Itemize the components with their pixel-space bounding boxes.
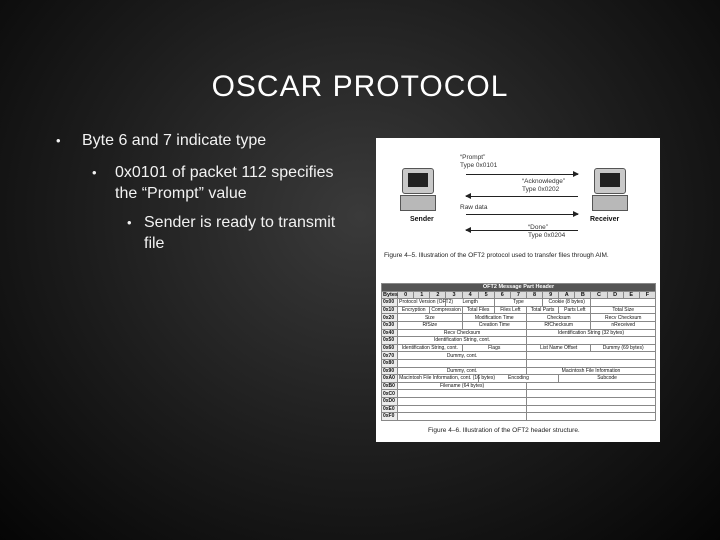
table-header-cell: 2 (430, 291, 446, 299)
table-cell: Total Files (462, 306, 494, 314)
table-title: OFT2 Message Part Header (382, 284, 656, 292)
table-cell (591, 299, 656, 307)
table-cell: List Name Offset (526, 344, 590, 352)
ack-note: “Acknowledge” Type 0x0202 (522, 178, 565, 193)
table-offset-cell: 0x70 (382, 352, 398, 360)
table-cell: RfSize (398, 321, 462, 329)
table-offset-cell: 0x30 (382, 321, 398, 329)
table-cell: Cookie (8 bytes) (543, 299, 591, 307)
table-cell: Type (494, 299, 542, 307)
table-cell: Dummy, cont. (398, 352, 527, 360)
table-header-cell: Bytes (383, 291, 398, 298)
table-cell: Recv Checksum (591, 314, 656, 322)
receiver-label: Receiver (590, 216, 620, 223)
table-row (382, 359, 656, 367)
table-header-cell: 4 (462, 291, 478, 299)
table-row (382, 314, 656, 322)
table-cell: nReceived (591, 321, 656, 329)
table-offset-cell: 0xB0 (382, 382, 398, 390)
table-offset-cell: 0x60 (382, 344, 398, 352)
table-row (382, 405, 656, 413)
table-header-cell: 9 (543, 291, 559, 299)
table-cell: Identification String, cont. (398, 337, 527, 345)
figure-caption-2: Figure 4–6. Illustration of the OFT2 header structure. (428, 427, 580, 434)
table-header-cell: 3 (446, 291, 462, 299)
table-cell: Protocol Version (OFT2) (399, 299, 454, 306)
table-offset-cell: 0x50 (382, 337, 398, 345)
table-cell (526, 382, 655, 390)
table-cell: Length (446, 299, 494, 307)
table-offset-cell: 0xC0 (382, 390, 398, 398)
table-cell (526, 337, 655, 345)
bullet-marker: • (127, 215, 132, 230)
table-offset-cell: 0xE0 (382, 405, 398, 413)
bullet-text: 0x0101 of packet 112 specifies the “Prompt” value (115, 164, 334, 202)
bullet-level-1 (56, 130, 267, 151)
table-header-cell: 7 (510, 291, 526, 299)
table-cell: Compression (431, 307, 461, 314)
table-offset-cell: 0x80 (382, 359, 398, 367)
table-cell: Creation Time (462, 321, 526, 329)
table-row (382, 352, 656, 360)
table-cell: Files Left (494, 306, 526, 314)
table-header-cell: D (607, 291, 623, 299)
table-row (382, 397, 656, 405)
table-offset-cell: 0xF0 (382, 413, 398, 421)
table-header-cell: 0 (398, 291, 414, 299)
raw-data-note: Raw data (460, 204, 488, 211)
table-cell (526, 390, 655, 398)
table-cell: Subcode (559, 375, 656, 383)
table-header-cell: 6 (494, 291, 510, 299)
table-cell (526, 352, 655, 360)
table-row (382, 382, 656, 390)
table-header-row (382, 291, 656, 299)
table-cell: Flags (462, 344, 526, 352)
table-row (382, 413, 656, 421)
table-header-cell: 1 (414, 291, 430, 299)
table-cell: Modification Time (462, 314, 526, 322)
table-cell (526, 405, 655, 413)
table-row (382, 306, 656, 314)
table-header-cell: 8 (526, 291, 542, 299)
table-row (382, 299, 656, 307)
table-cell (398, 405, 527, 413)
table-header-cell: E (623, 291, 639, 299)
table-cell: Identification String, cont. (398, 344, 462, 352)
table-offset-cell: 0x20 (382, 314, 398, 322)
table-cell: Dummy, cont. (398, 367, 527, 375)
oft2-header-table (381, 283, 656, 421)
bullet-marker: • (56, 133, 61, 148)
table-cell: RfChecksum (526, 321, 590, 329)
table-offset-cell: 0x00 (382, 299, 398, 307)
table-offset-cell: 0x10 (382, 306, 398, 314)
table-cell: Identification String (32 bytes) (526, 329, 655, 337)
table-cell (398, 359, 527, 367)
table-row (382, 375, 656, 383)
table-cell: Total Size (591, 306, 656, 314)
table-header-cell: B (575, 291, 591, 299)
table-row (382, 321, 656, 329)
prompt-note: “Prompt” Type 0x0101 (460, 154, 498, 169)
table-row (382, 390, 656, 398)
table-row (382, 337, 656, 345)
table-offset-cell: 0x40 (382, 329, 398, 337)
table-cell (526, 359, 655, 367)
prompt-arrow (466, 174, 578, 175)
table-offset-cell: 0xA0 (382, 375, 398, 383)
table-cell: Dummy (69 bytes) (591, 344, 656, 352)
bullet-text: Byte 6 and 7 indicate type (82, 132, 267, 149)
table-cell (526, 413, 655, 421)
table-cell: Macintosh File Information (526, 367, 655, 375)
ack-arrow (466, 196, 578, 197)
table-cell: Parts Left (559, 306, 591, 314)
bullet-text: Sender is ready to transmit file (144, 214, 336, 252)
table-cell (398, 413, 527, 421)
bullet-level-2 (92, 162, 360, 204)
table-cell: Checksum (526, 314, 590, 322)
figure-caption-1: Figure 4–5. Illustration of the OFT2 protocol used to transfer files through AIM. (384, 252, 609, 259)
table-cell: Macintosh File Information, cont. (16 bytes) (399, 375, 495, 382)
table-offset-cell: 0x90 (382, 367, 398, 375)
table-cell (398, 390, 527, 398)
table-header-cell: F (639, 291, 655, 299)
oft2-figure-image (376, 138, 660, 442)
table-cell (398, 397, 527, 405)
table-cell: Recv Checksum (398, 329, 527, 337)
table-header-cell: C (591, 291, 607, 299)
slide-title: OSCAR PROTOCOL (211, 70, 509, 103)
table-cell: Total Parts (526, 306, 558, 314)
bullet-level-3 (127, 212, 344, 254)
table-row (382, 367, 656, 375)
sender-label: Sender (410, 216, 434, 223)
table-cell (526, 397, 655, 405)
table-cell: Encryption (398, 306, 430, 314)
raw-data-arrow (466, 214, 578, 215)
table-row (382, 344, 656, 352)
table-header-cell: A (559, 291, 575, 299)
table-offset-cell: 0xD0 (382, 397, 398, 405)
table-cell: Encoding (478, 375, 559, 383)
table-header-cell: 5 (478, 291, 494, 299)
table-cell: Filename (64 bytes) (398, 382, 527, 390)
done-note: “Done” Type 0x0204 (528, 224, 566, 239)
bullet-marker: • (92, 165, 97, 180)
table-cell: Size (398, 314, 462, 322)
table-row (382, 329, 656, 337)
